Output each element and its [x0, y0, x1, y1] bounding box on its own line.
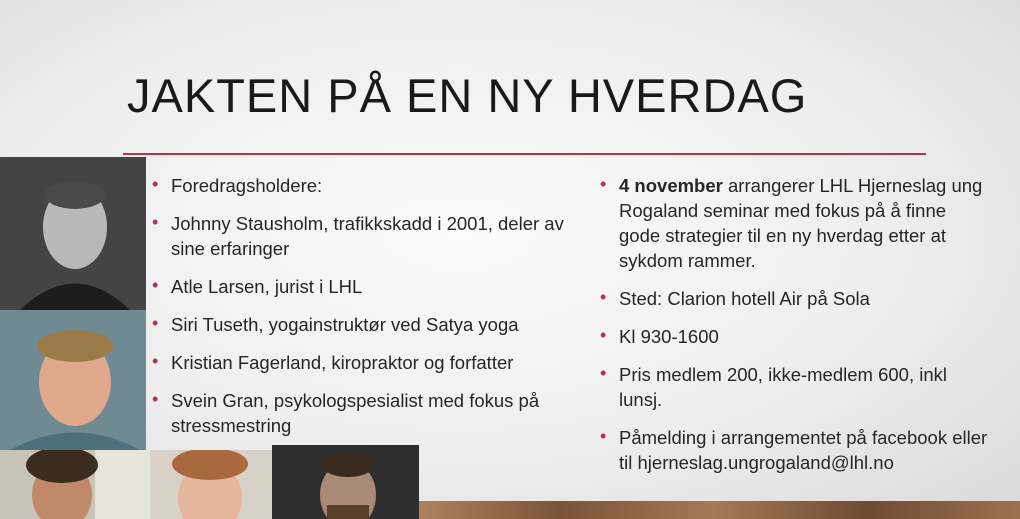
list-item: • Pris medlem 200, ikke-medlem 600, inkl lunsj. — [600, 362, 990, 412]
speaker-photo-2 — [0, 310, 146, 450]
list-item: • Johnny Stausholm, trafikkskadd i 2001, deler av sine erfaringer — [152, 211, 592, 261]
list-item: • Sted: Clarion hotell Air på Sola — [600, 286, 990, 311]
list-item: • Påmelding i arrangementet på facebook eller til hjerneslag.ungrogaland@lhl.no — [600, 425, 990, 475]
list-item-intro — [600, 173, 990, 273]
list-item: • Kristian Fagerland, kiropraktor og forfatter — [152, 350, 592, 375]
speaker-photo-1 — [0, 157, 146, 310]
list-item: • Kl 930-1600 — [600, 324, 990, 349]
list-item: • Siri Tuseth, yogainstruktør ved Satya yoga — [152, 312, 592, 337]
speakers-list — [152, 173, 592, 451]
title-divider — [123, 153, 926, 155]
list-item: • Foredragsholdere: — [152, 173, 592, 198]
speaker-photo-5 — [272, 445, 419, 519]
list-item: • Svein Gran, psykologspesialist med fokus på stressmestring — [152, 388, 592, 438]
event-description: arrangerer LHL Hjerneslag ung Rogaland seminar med fokus på å finne gode strategier til en ny hverdag etter at sykdom rammer. — [619, 175, 983, 271]
speaker-photo-4 — [150, 450, 272, 519]
list-item: • Atle Larsen, jurist i LHL — [152, 274, 592, 299]
speaker-photo-3 — [0, 450, 150, 519]
event-date: 4 november — [619, 175, 723, 196]
slide-title: JAKTEN PÅ EN NY HVERDAG — [127, 69, 808, 122]
event-details-list — [600, 173, 990, 488]
